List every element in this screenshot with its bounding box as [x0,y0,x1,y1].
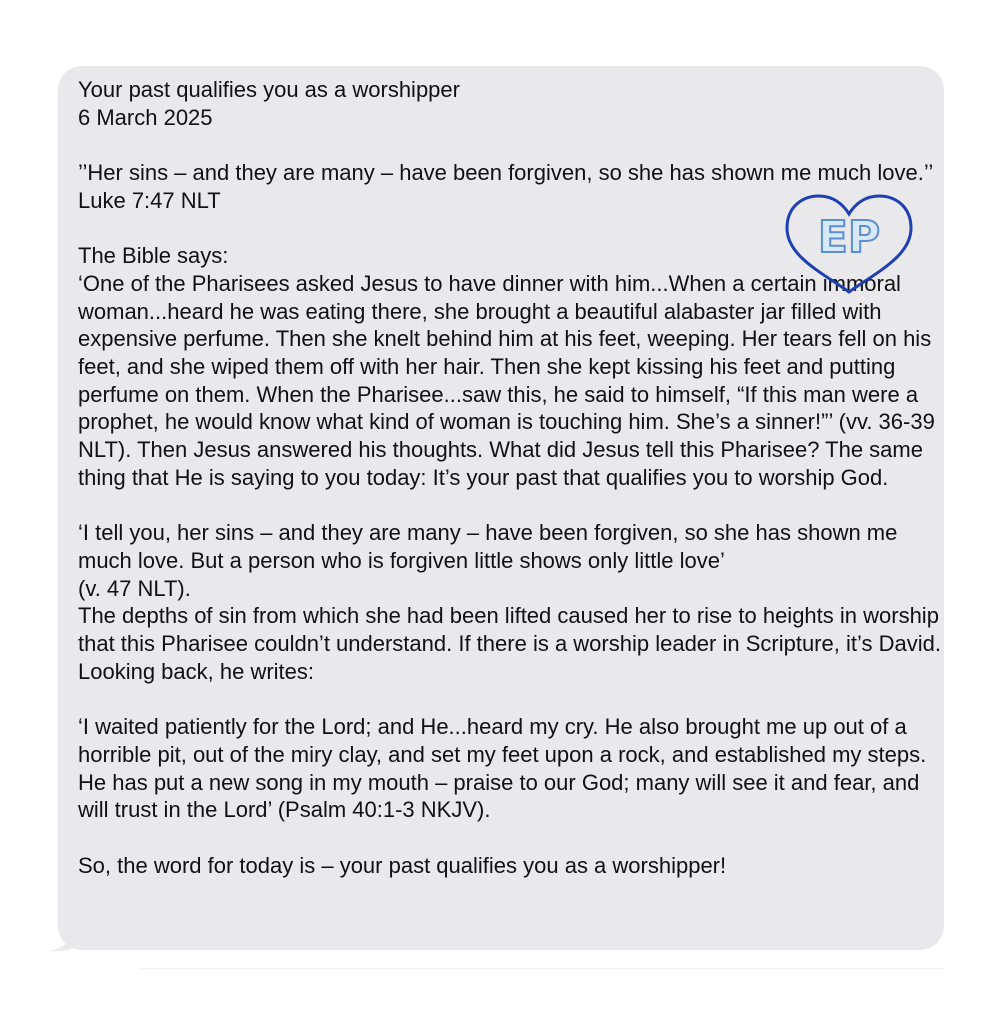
verse-reference: Luke 7:47 NLT [78,187,221,213]
bible-says-heading: The Bible says: [78,243,229,269]
verse-quote: ’’Her sins – and they are many – have been forgiven, so she has shown me much love.’’ [78,160,934,186]
message-date: 6 March 2025 [78,104,213,130]
paragraph-depths: The depths of sin from which she had been lifted caused her to rise to heights in worship that this Pharisee couldn’t understand. If there is a worship leader in Scripture, it’s David. Looking back, he writes: [78,603,941,684]
paragraph-tell-you-reference: (v. 47 NLT). [78,575,191,601]
divider [140,968,944,969]
ep-heart-logo [781,190,917,302]
bubble-tail [48,922,82,952]
paragraph-tell-you: ‘I tell you, her sins – and they are many – have been forgiven, so she has shown me much love. But a person who is forgiven little shows only little love’ [78,520,898,573]
message-title: Your past qualifies you as a worshipper [78,77,460,102]
closing-line: So, the word for today is – your past qualifies you as a worshipper! [78,852,727,878]
logo-letters: EP [817,212,881,263]
paragraph-story: ‘One of the Pharisees asked Jesus to have dinner with him...When a certain immoral woman...heard he was eating there, she brought a beautiful alabaster jar filled with expensive perfume. Then she knelt behind him at his feet, weeping. Her tears fell on his feet, and she wiped them off with her hair. Then she kept kissing his feet and putting perfume on them. When the Pharisee...saw this, he said to himself, “If this man were a prophet, he would know what kind of woman is touching him. She’s a sinner!”’ (vv. 36-39 NLT). Then Jesus answered his thoughts. What did Jesus tell this Pharisee? The same thing that He is saying to you today: It’s your past that qualifies you to worship God. [78,270,935,490]
paragraph-psalm: ‘I waited patiently for the Lord; and He...heard my cry. He also brought me up out of a horrible pit, out of the miry clay, and set my feet upon a rock, and established my steps. He has put a new song in my mouth – praise to our God; many will see it and fear, and will trust in the Lord’ (Psalm 40:1-3 NKJV). [78,714,927,823]
